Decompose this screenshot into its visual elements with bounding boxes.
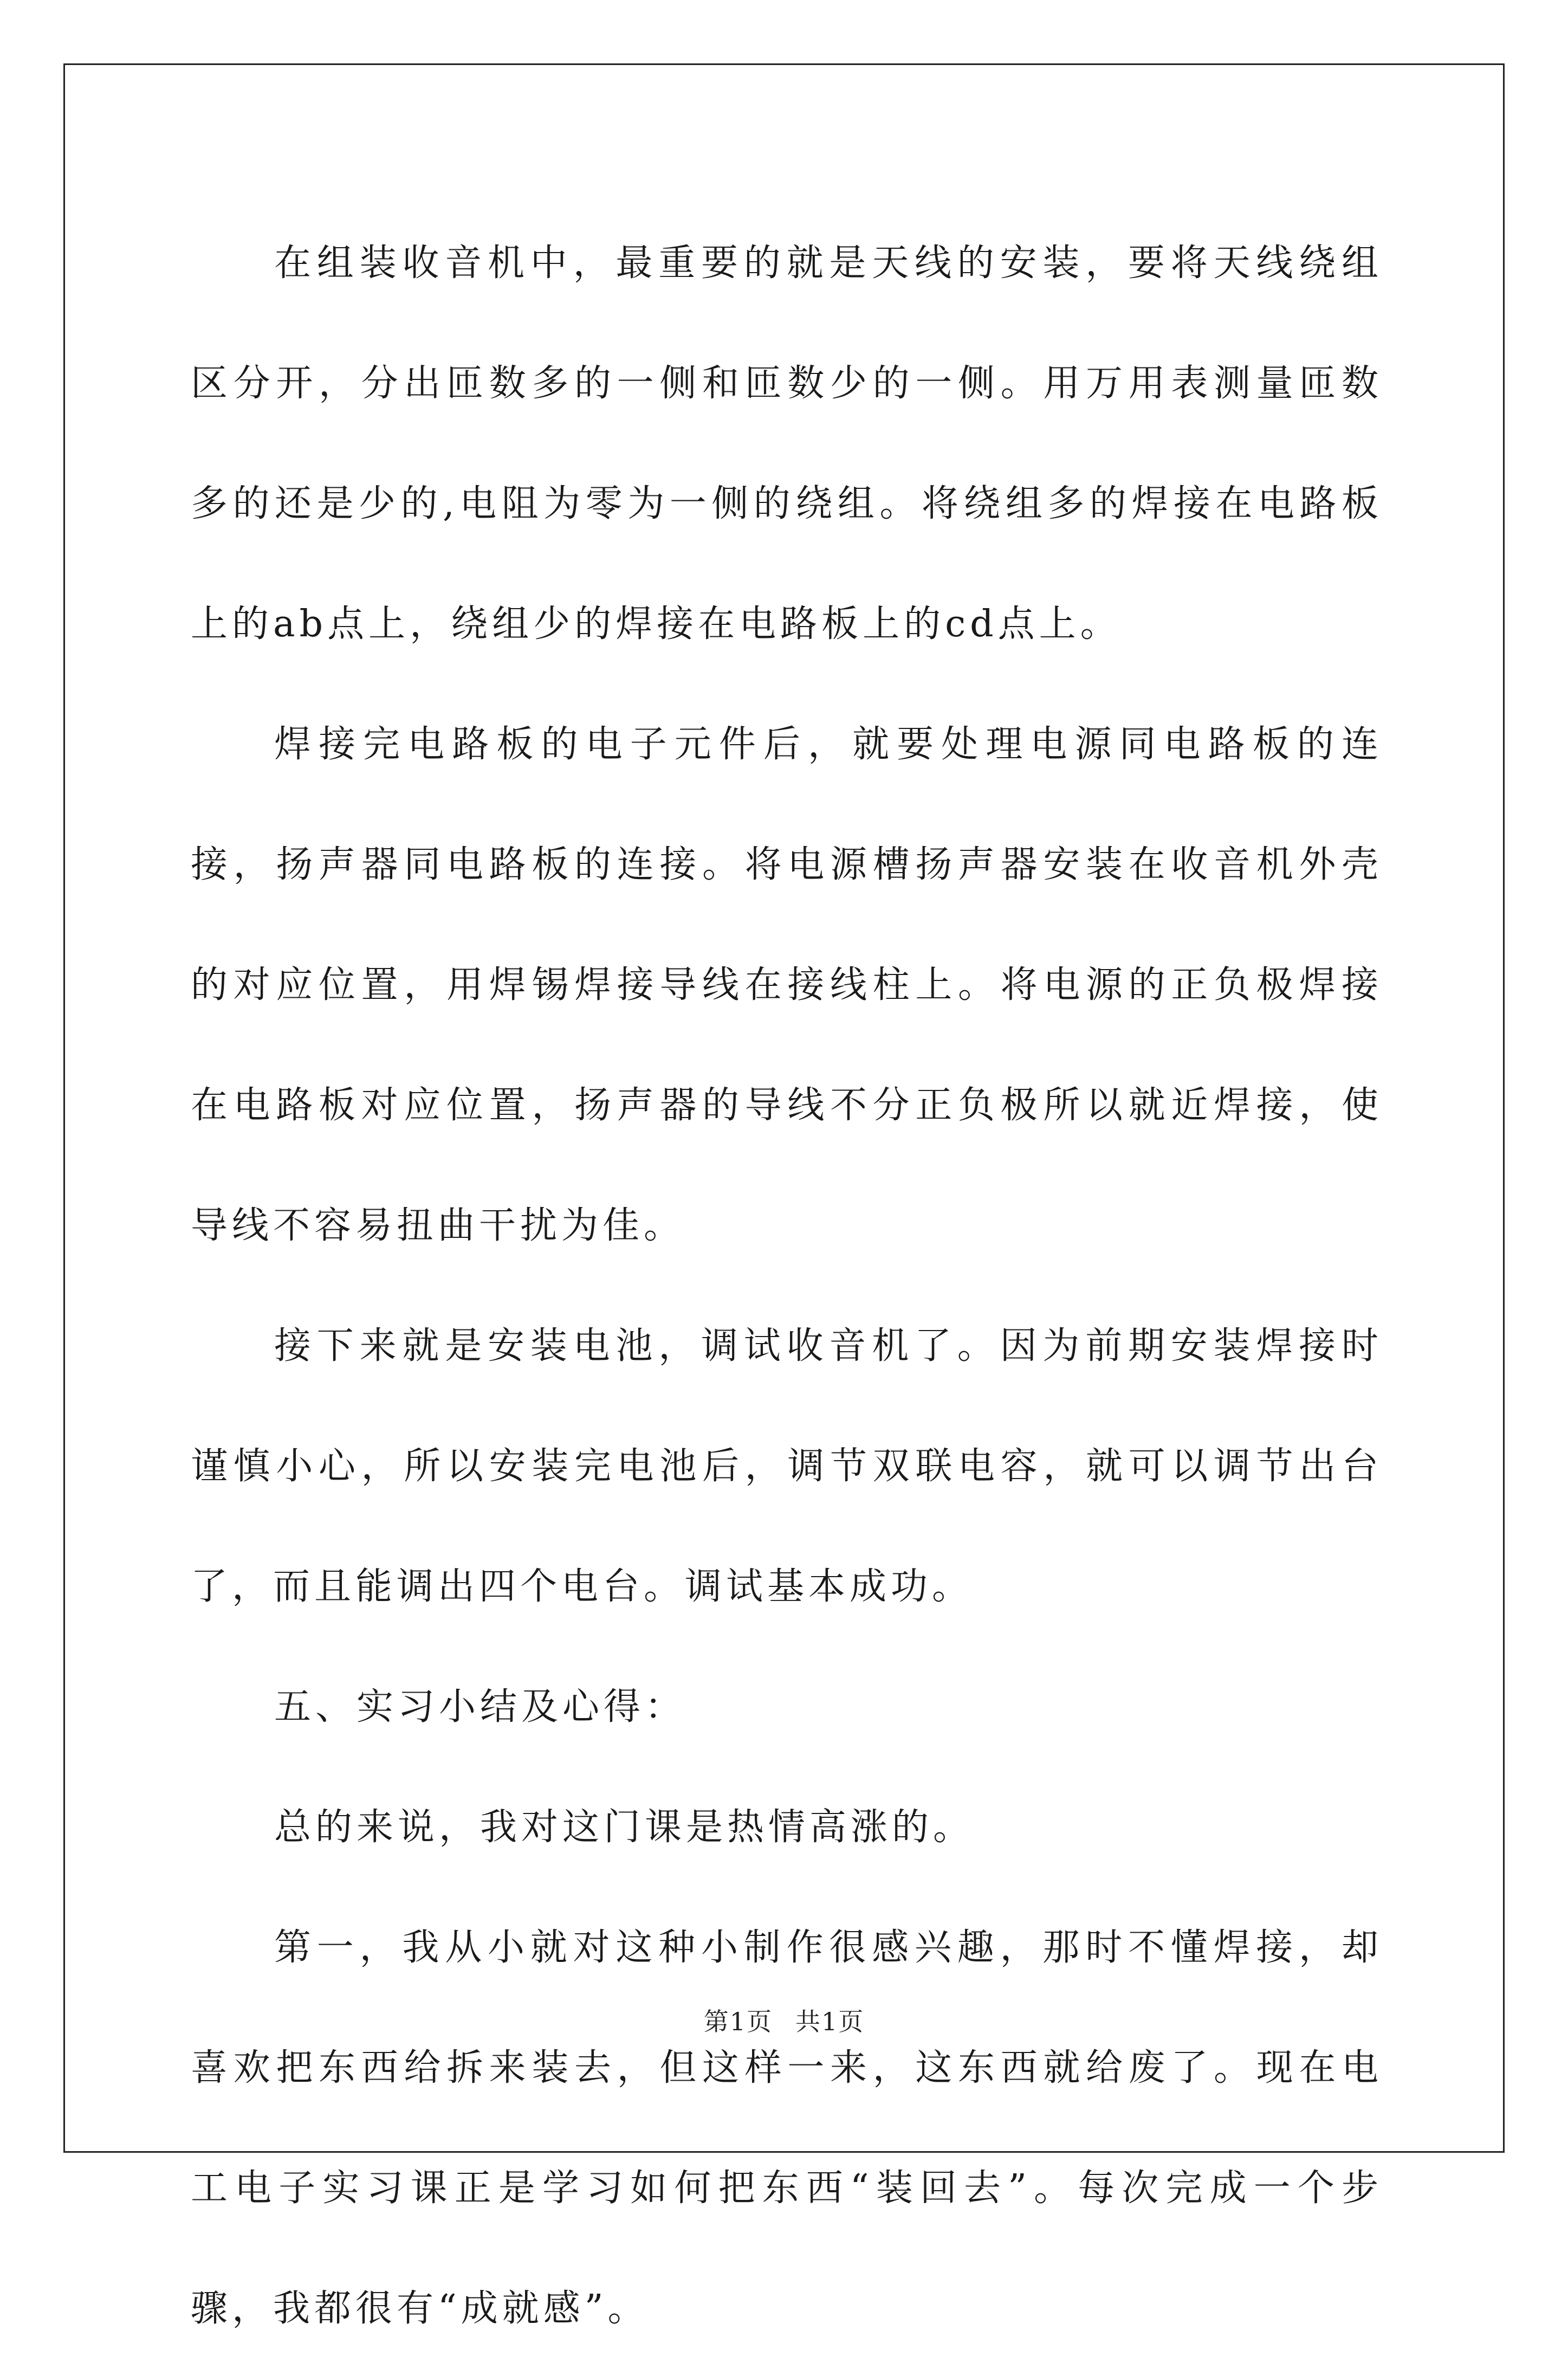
paragraph-power-speaker: 焊接完电路板的电子元件后，就要处理电源同电路板的连接，扬声器同电路板的连接。将电源槽扬声器安装在收音机外壳的对应位置，用焊锡焊接导线在接线柱上。将电源的正负极焊接在电路板对应位置，扬声器的导线不分正负极所以就近焊接，使导线不容易扭曲干扰为佳。 <box>191 723 1383 1247</box>
total-pages: 共1页 <box>795 2007 865 2036</box>
section-heading-summary: 五、实习小结及心得： <box>274 1686 686 1728</box>
document-body <box>191 203 1383 2369</box>
paragraph-overall: 总的来说，我对这门课是热情高涨的。 <box>274 1806 975 1849</box>
paragraph-first-point: 第一，我从小就对这种小制作很感兴趣，那时不懂焊接，却喜欢把东西给拆来装去，但这样一来，这东西就给废了。现在电工电子实习课正是学习如何把东西“装回去”。每次完成一个步骤，我都很有“成就感”。 <box>191 1926 1383 2330</box>
paragraph-antenna: 在组装收音机中，最重要的就是天线的安装，要将天线绕组区分开，分出匝数多的一侧和匝数少的一侧。用万用表测量匝数多的还是少的,电阻为零为一侧的绕组。将绕组多的焊接在电路板上的ab点上，绕组少的焊接在电路板上的cd点上。 <box>191 242 1383 645</box>
page-footer <box>0 2005 1568 2038</box>
current-page-number: 第1页 <box>703 2007 773 2036</box>
paragraph-battery-tuning: 接下来就是安装电池，调试收音机了。因为前期安装焊接时谨慎小心，所以安装完电池后，调节双联电容，就可以调节出台了，而且能调出四个电台。调试基本成功。 <box>191 1325 1383 1608</box>
